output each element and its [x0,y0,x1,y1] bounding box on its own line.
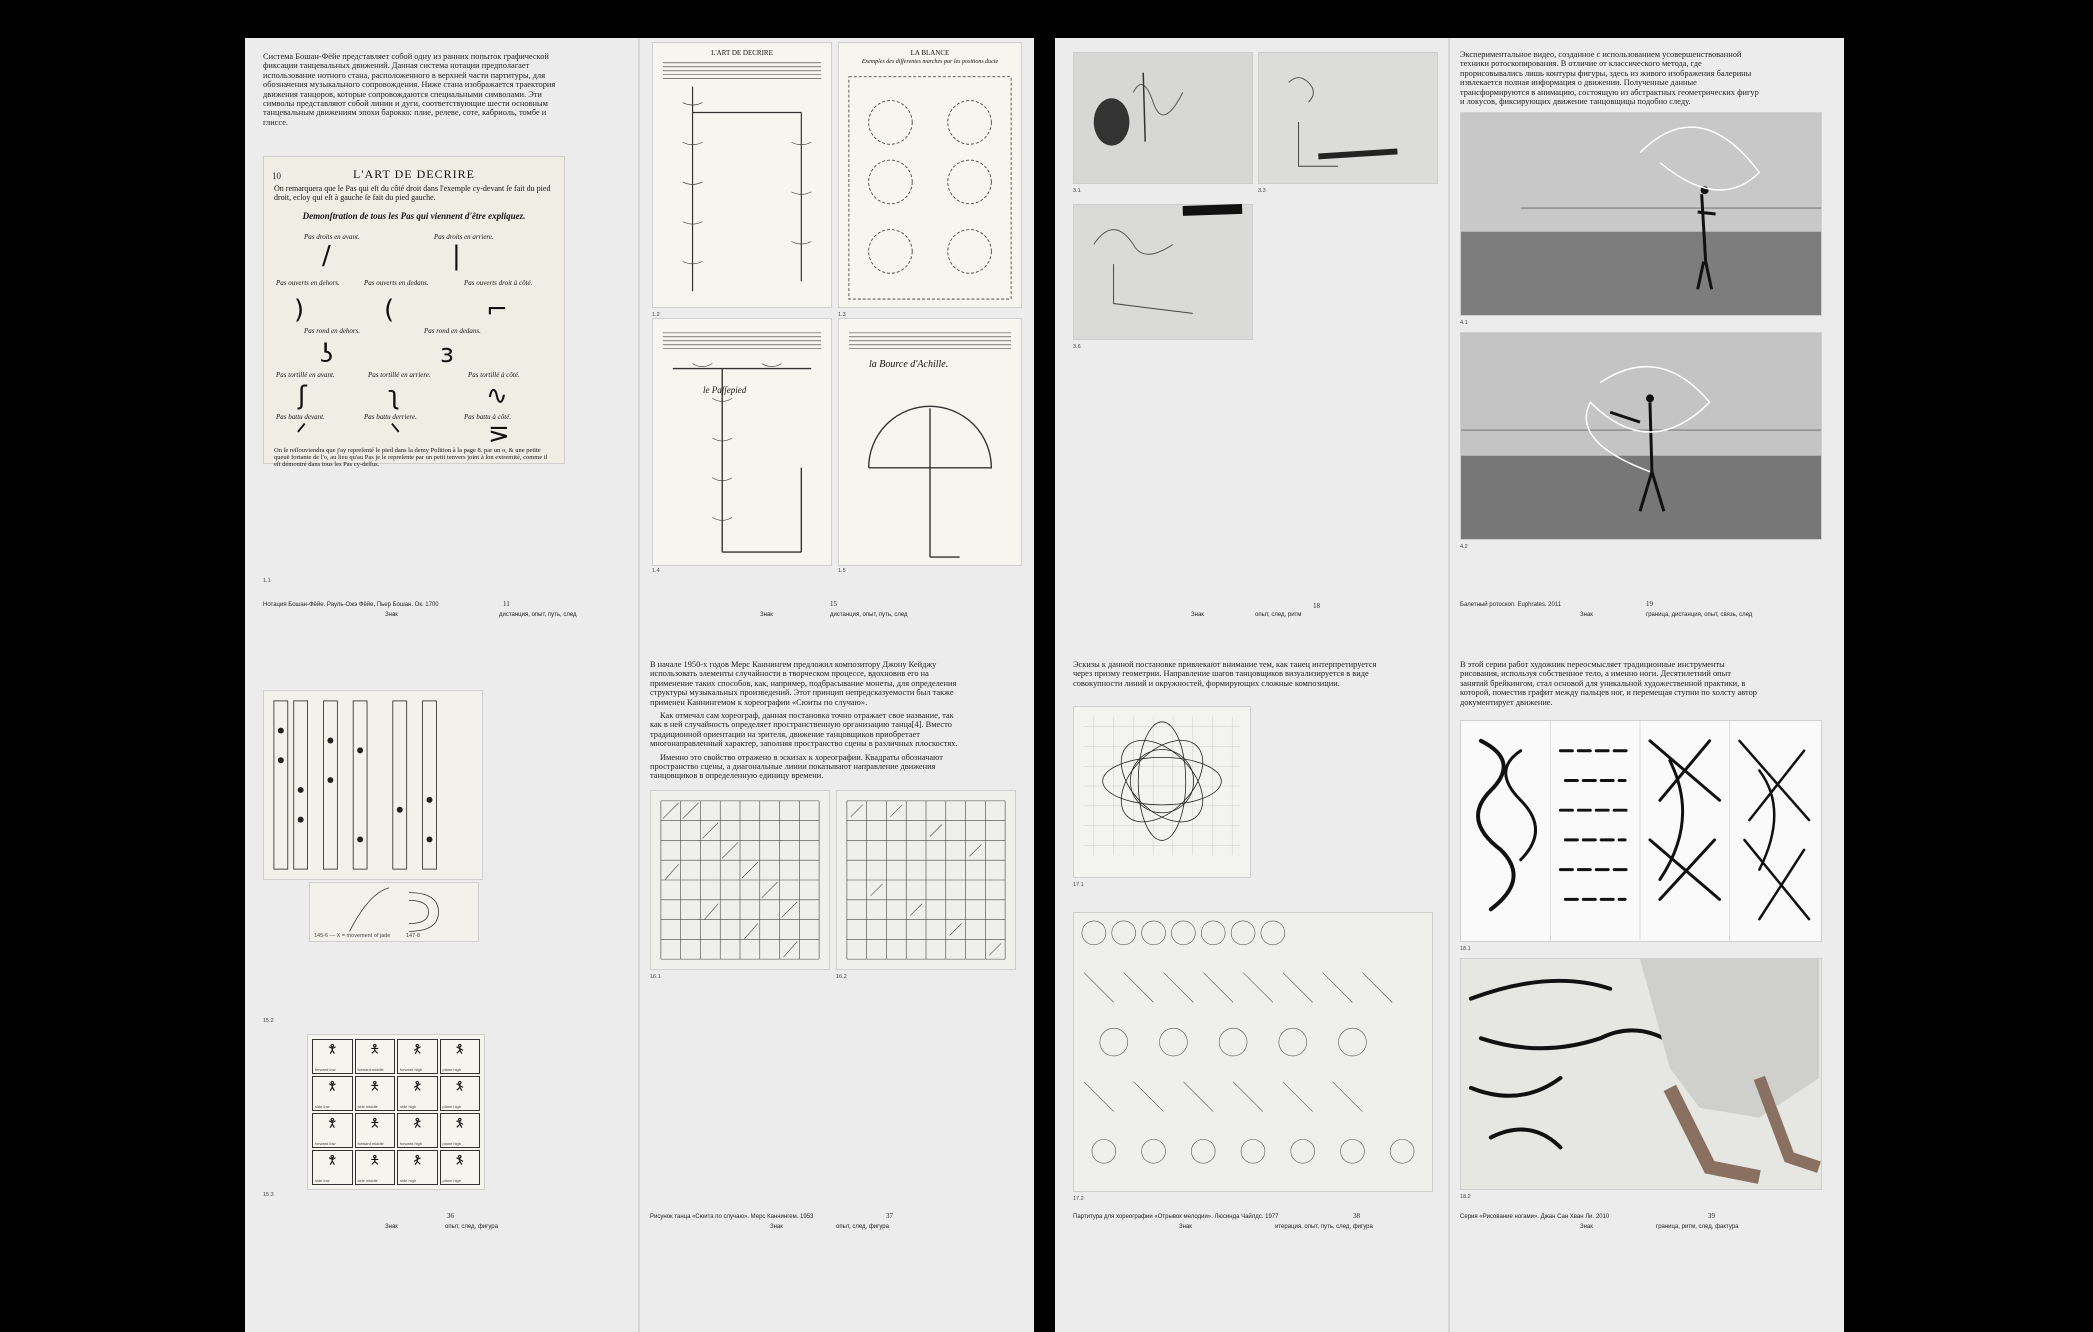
page-15 [640,38,1034,720]
footer-left-tags: опыт, след, ритм [1255,612,1302,618]
grid-cell [312,1113,353,1148]
page-number-37: 37 [886,1212,893,1220]
cunningham-text [650,660,962,785]
figure-icon: 🯆 [327,1042,338,1056]
label-11: Pas battu derriere. [364,413,417,421]
circle-patterns [839,43,1021,307]
caption-16-2: 16.2 [836,974,847,980]
page-10 [245,38,639,720]
grid-cell [312,1076,353,1111]
page-36 [245,650,639,1332]
book-closing: On ſe reſſouviendra que j'ay repreſenté le pied dans la demy Poſition à la page 8. par un o, & une petite queuë fortante de l'o, au lieu qu'au Pas je le repreſente par un petit tenvers joint à ſon extremité, comme il eſt démontré dans tous les Pas cy-deſſus. [274,447,548,468]
footer-left-word: Знак [385,612,398,618]
photo-4-1 [1460,112,1822,316]
caption-3-3: 3.3 [1258,188,1266,194]
label-8: Pas tortillé en arriere. [368,371,431,379]
photo-4-2 [1460,332,1822,540]
footer-right-tags: граница, дистанция, опыт, связь, след [1646,612,1753,618]
pas-droit-arriere-icon: | [452,241,461,271]
footer-left-caption: Партитура для хореографии «Отрывок мелодии». Люсинда Чайлдс. 1977 [1073,1214,1279,1220]
pas-ouvert-dedans-icon: ( [384,295,395,325]
book-demo-title: Demonſtration de tous les Pas qui viennent d'être expliquez. [302,211,526,221]
figure-icon: 🯇 [412,1042,423,1056]
page-number-19: 19 [1646,600,1653,608]
spread-4 [1055,650,1844,1332]
footer-left-tags: опыт, след, фигура [445,1224,498,1230]
grid-cell [440,1039,481,1074]
caption-3-6: 3.6 [1073,344,1081,350]
page-37 [640,650,1034,1332]
caption-4-1: 4.1 [1460,320,1468,326]
grid-cell [397,1039,438,1074]
grid-sketch-16-1 [650,790,830,970]
foot-drawing-text: В этой серии работ художник переосмысляет традиционные инструменты рисования, используя собственное тело, а именно ноги. Десятилетний опыт занятий брейкингом, стал основой для уникальной художественной практики, в которой, поместив графит между пальцев ног, и перемещая ступни по холсту автор документирует движение. [1460,660,1757,707]
bource-drawing [839,319,1021,565]
pas-battu-cote-icon: ⋝ [488,419,510,449]
page-number-15: 15 [830,600,837,608]
intro-text [263,52,569,131]
caption-3-1: 3.1 [1073,188,1081,194]
footer-left-tags: итерация, опыт, путь, след, фигура [1275,1224,1373,1230]
grid-cell-label: side low [315,1104,330,1109]
grid-sketch-1 [651,791,829,969]
figure-icon: 🯈 [454,1116,466,1130]
score-columns-image [263,690,483,880]
grid-cell [440,1076,481,1111]
score-image-1-3 [838,42,1022,308]
dancer-lying-drawing [1259,53,1437,183]
grid-cell [355,1076,396,1111]
figure-icon: 🯅 [369,1042,381,1056]
intro-paragraph: Система Бошан-Фёйе представляет собой одну из ранних попыток графической фиксации танцевальных движений. Данная система нотации предполагает использование нотного стана, расположенного в верхней части партитуры, для обозначения музыкального сопровождения. Ниже стана изображается траектория движения танцоров, которые сопровождаются специальными символами. Эти символы представляют собой линии и дуги, соответствующие шести основным танцевальным движениям эпохи барокко: плие, релеве, соте, кабриоль, томбе и глиссе. [263,52,556,127]
score-image-1-2 [652,42,832,308]
grid-cell-label: forward middle [357,1067,384,1072]
score-subtitle: Exemples des differentes marches par les positions ducte [861,59,999,65]
grid-cell-label: plane high [442,1141,461,1146]
grid-cell-label: plane high [442,1104,461,1109]
ink-panels [1461,721,1821,941]
footer-right-word: Знак [760,612,773,618]
caption-16-1: 16.1 [650,974,661,980]
book-intro: On remarquera que le Pas qui eſt du côté droit dans l'exemple cy-devant ſe fait du pied droit, ecloy qui eſt à gauche ſe fait du pied gauche. [274,184,551,202]
figure-icon: 🯆 [327,1153,338,1167]
book-page-number: 10 [272,171,281,181]
grid-cell-label: side middle [357,1178,378,1183]
pas-rond-dedans-icon: ɜ [440,339,454,369]
label-9: Pas tortillé à côté. [468,371,520,379]
grid-cell [397,1150,438,1185]
label-0: Pas droits en avant. [304,233,360,241]
sketch-label-2: 147-8 [406,933,421,939]
pas-tortille-avant-icon: ʃ [298,381,307,411]
grid-cell [312,1039,353,1074]
dancer-floor-drawing [1074,53,1252,183]
artist-drawing-floor [1461,959,1821,1189]
page-number-11: 11 [503,600,510,608]
grid-sketch-2 [837,791,1015,969]
figure-icon: 🯇 [412,1079,423,1093]
footer-left-caption: Нотация Бошан-Фёйе. Рауль-Ожэ Фёйе, Пьер Бошан. Ок. 1700 [263,602,439,608]
foot-drawings-18-1 [1460,720,1822,942]
footer-right-tags: граница, ритм, след, фактура [1656,1224,1739,1230]
figure-icon: 🯅 [369,1116,381,1130]
photo-3-1 [1073,52,1253,184]
passepied-drawing [653,319,831,565]
ballet-studio-2 [1461,333,1821,539]
footer-left-word: Знак [1179,1224,1192,1230]
grid-cell-label: side middle [357,1104,378,1109]
score-title-blance: LA BLANCE [910,49,950,57]
footer-left-word: Знак [385,1224,398,1230]
artist-photo-18-2 [1460,958,1822,1190]
grid-cell-label: side low [315,1178,330,1183]
footer-right-caption: Рисунок танца «Сюита по случаю». Мерс Каннингем. 1953 [650,1214,814,1220]
photo-3-6 [1073,204,1253,340]
grid-cell-label: forward high [400,1141,423,1146]
footer-right-tags: дистанция, опыт, путь, след [830,612,908,618]
spread-2 [1055,38,1844,720]
figure-icon: 🯈 [454,1042,466,1056]
caption-15-2: 15.2 [263,1018,274,1024]
grid-cell [397,1113,438,1148]
caption-4-2: 4.2 [1460,544,1468,550]
footer-right-word: Знак [1580,1224,1593,1230]
caption-18-2: 18.2 [1460,1194,1471,1200]
sketch-label-1: 145-6 — X = movement of jade [314,933,391,939]
grid-cell-label: forward high [400,1067,423,1072]
feuillet-book-page [263,156,565,468]
score-image-1-4 [652,318,832,566]
sketch-image [309,882,479,942]
pas-rond-dehors-icon: ʖ [320,339,334,369]
page-19 [1450,38,1844,720]
figure-icon: 🯈 [454,1079,466,1093]
label-7: Pas tortillé en avant. [276,371,335,379]
footer-right-word: Знак [770,1224,783,1230]
paragraph-3: Именно это свойство отражено в эскизах к хореографии. Квадраты обозначают пространство сцены, а диагональные линии показывают направление движения танцовщиков в определенную единицу времени. [650,752,943,781]
paragraph-1: В начале 1950-х годов Мерс Каннингем предложил композитору Джону Кейджу использовать элементы случайности в творческом процессе, вдохновив его на применение таких способов, как, например, подбрасывание монеты, для определения структуры музыкальных произведений. Этот принцип непредсказуемости был также применен Каннингемом к хореографии «Сюиты по случаю». [650,660,957,707]
movement-grid-image [307,1034,485,1190]
grid-cell [440,1113,481,1148]
page-number-18: 18 [1313,602,1320,610]
book-header: L'ART DE DECRIRE [353,167,475,181]
spread-3 [245,650,1034,1332]
grid-sketch-16-2 [836,790,1016,970]
passepied-label: le Paſſepied [703,385,747,395]
footer-left-tags: дистанция, опыт, путь, след [499,612,577,618]
label-6: Pas rond en dedans. [424,327,481,335]
figure-icon: 🯈 [454,1153,466,1167]
pas-ouvert-cote-icon: ⌐ [486,295,508,325]
figure-icon: 🯆 [327,1079,338,1093]
footer-right-caption: Серия «Рисование ногами». Джан Сан Хван Ли. 2010 [1460,1214,1610,1220]
figure-icon: 🯇 [412,1153,423,1167]
grid-cell [355,1039,396,1074]
column-score-drawing [264,691,482,879]
caption-1-1: 1.1 [263,578,271,584]
caption-1-2: 1.2 [652,312,660,318]
label-1: Pas droits en arriere. [434,233,494,241]
label-5: Pas rond en dehors. [304,327,361,335]
grid-cell [355,1113,396,1148]
score-image-1-5 [838,318,1022,566]
grid-cell [355,1150,396,1185]
caption-1-3: 1.3 [838,312,846,318]
caption-1-4: 1.4 [652,568,660,574]
pas-battu-derriere-icon: ᐠ [390,419,402,449]
circles-score-17-2 [1073,912,1433,1192]
caption-17-1: 17.1 [1073,882,1084,888]
score-title: L'ART DE DECRIRE [711,49,773,57]
pas-ouvert-dehors-icon: ) [294,295,305,325]
geometric-score-17-1 [1073,706,1251,878]
figure-icon: 🯅 [369,1079,381,1093]
grid-cell [440,1150,481,1185]
pas-tortille-arriere-icon: ʅ [388,381,400,411]
figure-icon: 🯇 [412,1116,423,1130]
grid-cell-label: plane high [442,1067,461,1072]
footer-right-tags: опыт, след, фигура [836,1224,889,1230]
grid-cell-label: forward middle [357,1141,384,1146]
label-12: Pas battu à côté. [464,413,512,421]
pas-tortille-cote-icon: ∿ [486,381,508,411]
grid-cell-label: forward low [315,1067,336,1072]
page-39 [1450,650,1844,1332]
label-4: Pas ouverts droit à côté. [464,279,533,287]
caption-17-2: 17.2 [1073,1196,1084,1202]
photo-3-3 [1258,52,1438,184]
grid-cell-label: side high [400,1104,417,1109]
label-10: Pas battu devant. [276,413,325,421]
grid-cell-label: forward low [315,1141,336,1146]
score-drawing [653,43,831,307]
pas-battu-devant-icon: ᐟ [296,419,308,449]
caption-18-1: 18.1 [1460,946,1471,952]
label-2: Pas ouverts en dehors. [276,279,340,287]
paragraph-2: Как отмечал сам хореограф, данная постановка точно отражает свое название, так как в ней случайность определяет пространственную организацию танца[4]. Вместо традиционной ориентации на зрителя, движение танцовщиков приобретает многонаправленный характер, заполняя пространство сцены в различных плоскостях. [650,711,958,749]
flower-geometry [1074,707,1250,877]
trail-drawing [1074,205,1252,339]
page-number-36: 36 [447,1212,454,1220]
grid-cell [312,1150,353,1185]
circles-pattern [1074,913,1432,1191]
footer-right-caption: Балетный ротоскоп. Euphrates. 2011 [1460,602,1562,608]
childs-text: Эскизы к данной постановке привлекают внимание тем, как танец интерпретируется через призму геометрии. Направление шагов танцовщиков визуализируется в виде совокупности линий и окружностей, формирующих сложные композиции. [1073,660,1377,688]
caption-1-5: 1.5 [838,568,846,574]
caption-15-3: 15.3 [263,1192,274,1198]
grid-cell-label: side high [400,1178,417,1183]
pas-droit-avant-icon: / [322,241,331,271]
movement-grid [312,1039,480,1185]
label-3: Pas ouverts en dedans. [364,279,429,287]
grid-cell [397,1076,438,1111]
bource-label: la Bource d'Achille. [869,359,949,370]
footer-right-word: Знак [1580,612,1593,618]
ballet-studio-1 [1461,113,1821,315]
page-38 [1055,650,1449,1332]
spread-1 [245,38,1034,720]
figure-icon: 🯅 [369,1153,381,1167]
grid-cell-label: plane high [442,1178,461,1183]
footer-left-word: Знак [1191,612,1204,618]
page-number-38: 38 [1353,1212,1360,1220]
rotoscope-text: Экспериментальное видео, созданное с использованием усовершенствованной техники ротоскопирования. В отличие от классического метода, где прорисовывались лишь контуры фигуры, здесь из живого изображения балерины извлекается полная информация о движении. Полученные данные трансформируются в анимацию, состоящую из абстрактных геометрических фигур и локусов, фиксирующих движение танцовщицы подобно следу. [1460,50,1759,107]
figure-icon: 🯆 [327,1116,338,1130]
page-number-39: 39 [1708,1212,1715,1220]
page-18 [1055,38,1449,720]
